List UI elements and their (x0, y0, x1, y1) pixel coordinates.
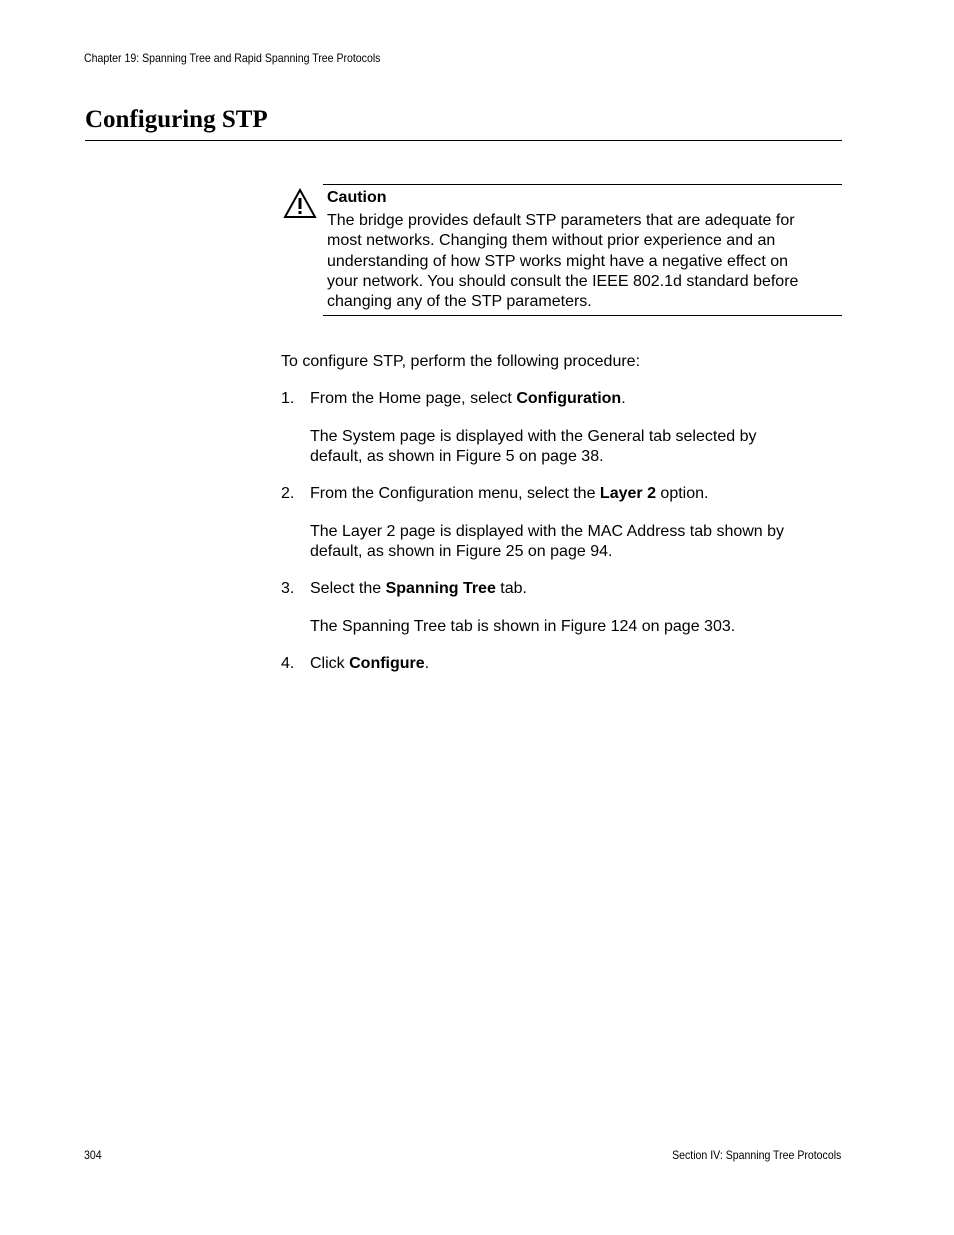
step-instruction (310, 390, 626, 408)
step-number: 2. (281, 485, 295, 502)
step-text-post: . (621, 390, 626, 407)
section-title: Configuring STP (85, 106, 268, 133)
page-number: 304 (84, 1148, 102, 1162)
step-text-post: tab. (495, 580, 527, 597)
intro-paragraph: To configure STP, perform the following procedure: (281, 353, 641, 370)
caution-line: your network. You should consult the IEEE 802.1d standard before (327, 272, 799, 290)
step-result-line: default, as shown in Figure 5 on page 38. (310, 448, 604, 466)
step-number: 1. (281, 390, 295, 407)
step-result-line: The System page is displayed with the General tab selected by (310, 428, 757, 445)
title-rule (85, 140, 842, 141)
caution-line: most networks. Changing them without prior experience and an (327, 232, 776, 250)
step-text-bold: Spanning Tree (385, 580, 496, 597)
step-instruction (310, 485, 708, 503)
step-result (310, 522, 784, 563)
step-text-post: option. (655, 485, 709, 502)
caution-line: changing any of the STP parameters. (327, 293, 592, 311)
step-text-bold: Configure (349, 655, 425, 672)
step-text-bold: Layer 2 (599, 485, 656, 502)
step-text-pre: Click (310, 655, 350, 672)
caution-heading: Caution (327, 189, 387, 206)
step-result (310, 617, 735, 637)
step-result (310, 427, 756, 468)
caution-rule-bottom (323, 315, 842, 316)
running-footer-section: Section IV: Spanning Tree Protocols (671, 1148, 841, 1162)
caution-rule-top (323, 184, 842, 185)
step-text-post: . (424, 655, 430, 672)
step-number: 4. (281, 655, 295, 672)
warning-triangle-icon (283, 188, 317, 219)
running-header: Chapter 19: Spanning Tree and Rapid Spanning Tree Protocols (84, 51, 381, 65)
caution-line: The bridge provides default STP parameters that are adequate for (327, 212, 795, 229)
step-result-line: The Layer 2 page is displayed with the MAC Address tab shown by (310, 523, 785, 540)
step-number: 3. (281, 580, 295, 597)
caution-body (327, 211, 842, 312)
caution-line: understanding of how STP works might have a negative effect on (327, 252, 789, 270)
step-result-line: default, as shown in Figure 25 on page 94. (310, 543, 613, 561)
step-result-line: The Spanning Tree tab is shown in Figure 124 on page 303. (310, 618, 736, 635)
step-text-pre: From the Configuration menu, select the (310, 485, 600, 502)
step-text-bold: Configuration (516, 390, 622, 407)
step-instruction (310, 655, 429, 673)
step-instruction (310, 580, 527, 598)
step-text-pre: From the Home page, select (310, 390, 517, 407)
step-text-pre: Select the (310, 580, 386, 597)
